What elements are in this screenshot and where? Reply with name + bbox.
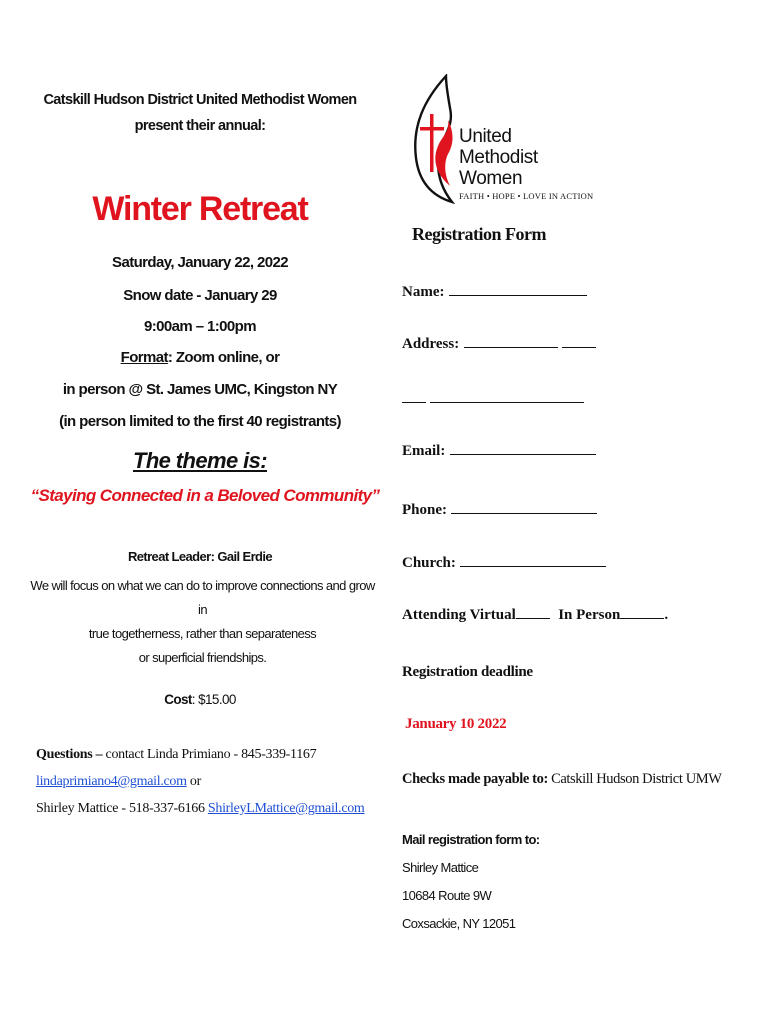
name-row xyxy=(402,283,587,301)
address-field-1[interactable] xyxy=(464,335,558,348)
present-line: present their annual: xyxy=(134,118,266,134)
contacts-block xyxy=(36,741,365,822)
format-value: : Zoom online, or xyxy=(167,349,280,366)
deadline-label: Registration deadline xyxy=(402,664,533,680)
description-line: or superficial friendships. xyxy=(138,650,267,665)
logo-line-3: Women xyxy=(459,168,523,189)
description-line: true togetherness, rather than separateness xyxy=(88,626,317,641)
logo-wordmark xyxy=(459,126,538,189)
checks-payee: Catskill Hudson District UMW xyxy=(547,771,722,787)
mail-name: Shirley Mattice xyxy=(402,860,479,875)
event-time: 9:00am – 1:00pm xyxy=(144,318,256,335)
checks-line xyxy=(402,771,722,788)
event-location: in person @ St. James UMC, Kingston NY xyxy=(62,381,338,398)
mail-city: Coxsackie, NY 12051 xyxy=(402,916,516,931)
or-text: or xyxy=(186,774,201,789)
mail-label: Mail registration form to: xyxy=(402,832,540,847)
questions-line xyxy=(36,741,365,768)
event-title: Winter Retreat xyxy=(92,190,308,228)
church-field[interactable] xyxy=(460,554,606,567)
in-person-field[interactable] xyxy=(620,606,664,619)
email-link-linda[interactable]: lindaprimiano4@gmail.com xyxy=(36,774,187,789)
format-line xyxy=(30,349,370,366)
name-label: Name: xyxy=(402,284,445,300)
umw-logo xyxy=(410,74,594,206)
email-line-1 xyxy=(36,768,365,795)
questions-label: Questions – xyxy=(36,747,103,762)
address-row xyxy=(402,335,596,353)
theme-text: “Staying Connected in a Beloved Community” xyxy=(30,486,380,505)
registrant-limit: (in person limited to the first 40 registrants) xyxy=(59,413,341,430)
snow-date: Snow date - January 29 xyxy=(123,287,277,304)
format-label: Format xyxy=(120,349,168,366)
event-date: Saturday, January 22, 2022 xyxy=(112,254,288,271)
retreat-leader: Retreat Leader: Gail Erdie xyxy=(127,549,273,564)
address-label: Address: xyxy=(402,336,460,352)
deadline-date: January 10 2022 xyxy=(405,716,507,732)
logo-line-2: Methodist xyxy=(459,147,538,168)
phone-row xyxy=(402,501,597,519)
mail-street: 10684 Route 9W xyxy=(402,888,492,903)
org-line: Catskill Hudson District United Methodist Women xyxy=(43,92,357,108)
email-row xyxy=(402,442,596,460)
email-line-2 xyxy=(36,795,365,822)
phone-label: Phone: xyxy=(402,502,447,518)
checks-label: Checks made payable to: xyxy=(402,771,548,787)
email-link-shirley[interactable]: ShirleyLMattice@gmail.com xyxy=(207,801,365,816)
attending-row xyxy=(402,606,668,624)
period-text: . xyxy=(664,607,669,623)
cost-value: : $15.00 xyxy=(191,692,236,707)
cost-label: Cost xyxy=(164,692,192,707)
address-row-2 xyxy=(402,390,584,408)
flame-cross-icon xyxy=(410,74,460,204)
logo-tagline: FAITH • HOPE • LOVE IN ACTION xyxy=(459,191,594,201)
address-field-4[interactable] xyxy=(430,390,584,403)
email-field[interactable] xyxy=(450,442,596,455)
church-label: Church: xyxy=(402,555,456,571)
address-field-2[interactable] xyxy=(562,335,596,348)
church-row xyxy=(402,554,606,572)
contact-shirley: Shirley Mattice - 518-337-6166 xyxy=(36,801,208,816)
phone-field[interactable] xyxy=(451,501,597,514)
mail-block xyxy=(402,826,540,938)
form-title: Registration Form xyxy=(412,224,546,244)
cost-line xyxy=(30,692,370,707)
description-line: We will focus on what we can do to improve connections and grow in xyxy=(30,578,375,617)
address-field-3[interactable] xyxy=(402,390,426,403)
questions-text: contact Linda Primiano - 845-339-1167 xyxy=(102,747,317,762)
theme-heading: The theme is: xyxy=(132,448,267,473)
name-field[interactable] xyxy=(449,283,587,296)
attending-virtual-field[interactable] xyxy=(516,606,550,619)
email-label: Email: xyxy=(402,443,446,459)
in-person-label: In Person xyxy=(558,607,621,623)
attending-virtual-label: Attending Virtual xyxy=(402,607,516,623)
logo-line-1: United xyxy=(459,126,512,147)
retreat-description xyxy=(30,574,375,670)
